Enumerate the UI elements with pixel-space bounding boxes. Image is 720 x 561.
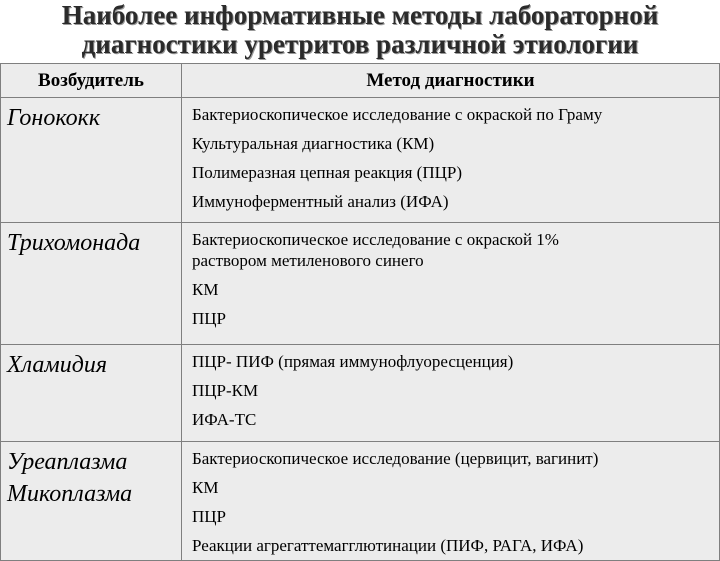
- methods-cell: [182, 345, 720, 442]
- pathogen-name: Трихомонада: [7, 230, 141, 256]
- method-item: Полимеразная цепная реакция (ПЦР): [192, 163, 463, 182]
- pathogen-cell: [1, 442, 182, 561]
- pathogen-cell: [1, 98, 182, 223]
- method-item: ПЦР: [192, 507, 227, 526]
- pathogen-cell: [1, 345, 182, 442]
- title-line-2: диагностики уретритов различной этиологии: [81, 29, 639, 59]
- method-item: Бактериоскопическое исследование (цервицит, вагинит): [192, 449, 599, 468]
- method-item: раствором метиленового синего: [192, 251, 424, 270]
- table-row: [1, 98, 720, 223]
- method-item: ПЦР- ПИФ (прямая иммунофлуоресценция): [192, 352, 514, 371]
- table-header-row: [1, 64, 720, 98]
- method-item: КМ: [192, 478, 219, 497]
- method-item: ПЦР-КМ: [192, 381, 259, 400]
- header-method: Метод диагностики: [182, 64, 720, 98]
- method-item: Культуральная диагностика (КМ): [192, 134, 435, 153]
- diagnostics-table: [0, 63, 720, 561]
- methods-cell: [182, 98, 720, 223]
- pathogen-cell: [1, 223, 182, 345]
- table-row: [1, 223, 720, 345]
- method-item: ПЦР: [192, 309, 227, 328]
- method-item: КМ: [192, 280, 219, 299]
- pathogen-name: Уреаплазма: [7, 449, 128, 475]
- method-item: ИФА-ТС: [192, 410, 257, 429]
- method-item: Реакции агрегаттемагглютинации (ПИФ, РАГА, ИФА): [192, 536, 584, 555]
- pathogen-name: Гонококк: [7, 105, 101, 131]
- methods-cell: [182, 442, 720, 561]
- slide-title: [0, 0, 720, 63]
- method-item: Бактериоскопическое исследование с окраской 1%: [192, 230, 559, 249]
- title-line-1: Наиболее информативные методы лабораторной: [61, 0, 659, 30]
- pathogen-name: Хламидия: [7, 352, 108, 378]
- method-item: Бактериоскопическое исследование с окраской по Граму: [192, 105, 603, 124]
- table-row: [1, 345, 720, 442]
- table-row: [1, 442, 720, 561]
- pathogen-name: Микоплазма: [7, 481, 133, 507]
- method-item: Иммуноферментный анализ (ИФА): [192, 192, 449, 211]
- methods-cell: [182, 223, 720, 345]
- header-pathogen: Возбудитель: [1, 64, 182, 98]
